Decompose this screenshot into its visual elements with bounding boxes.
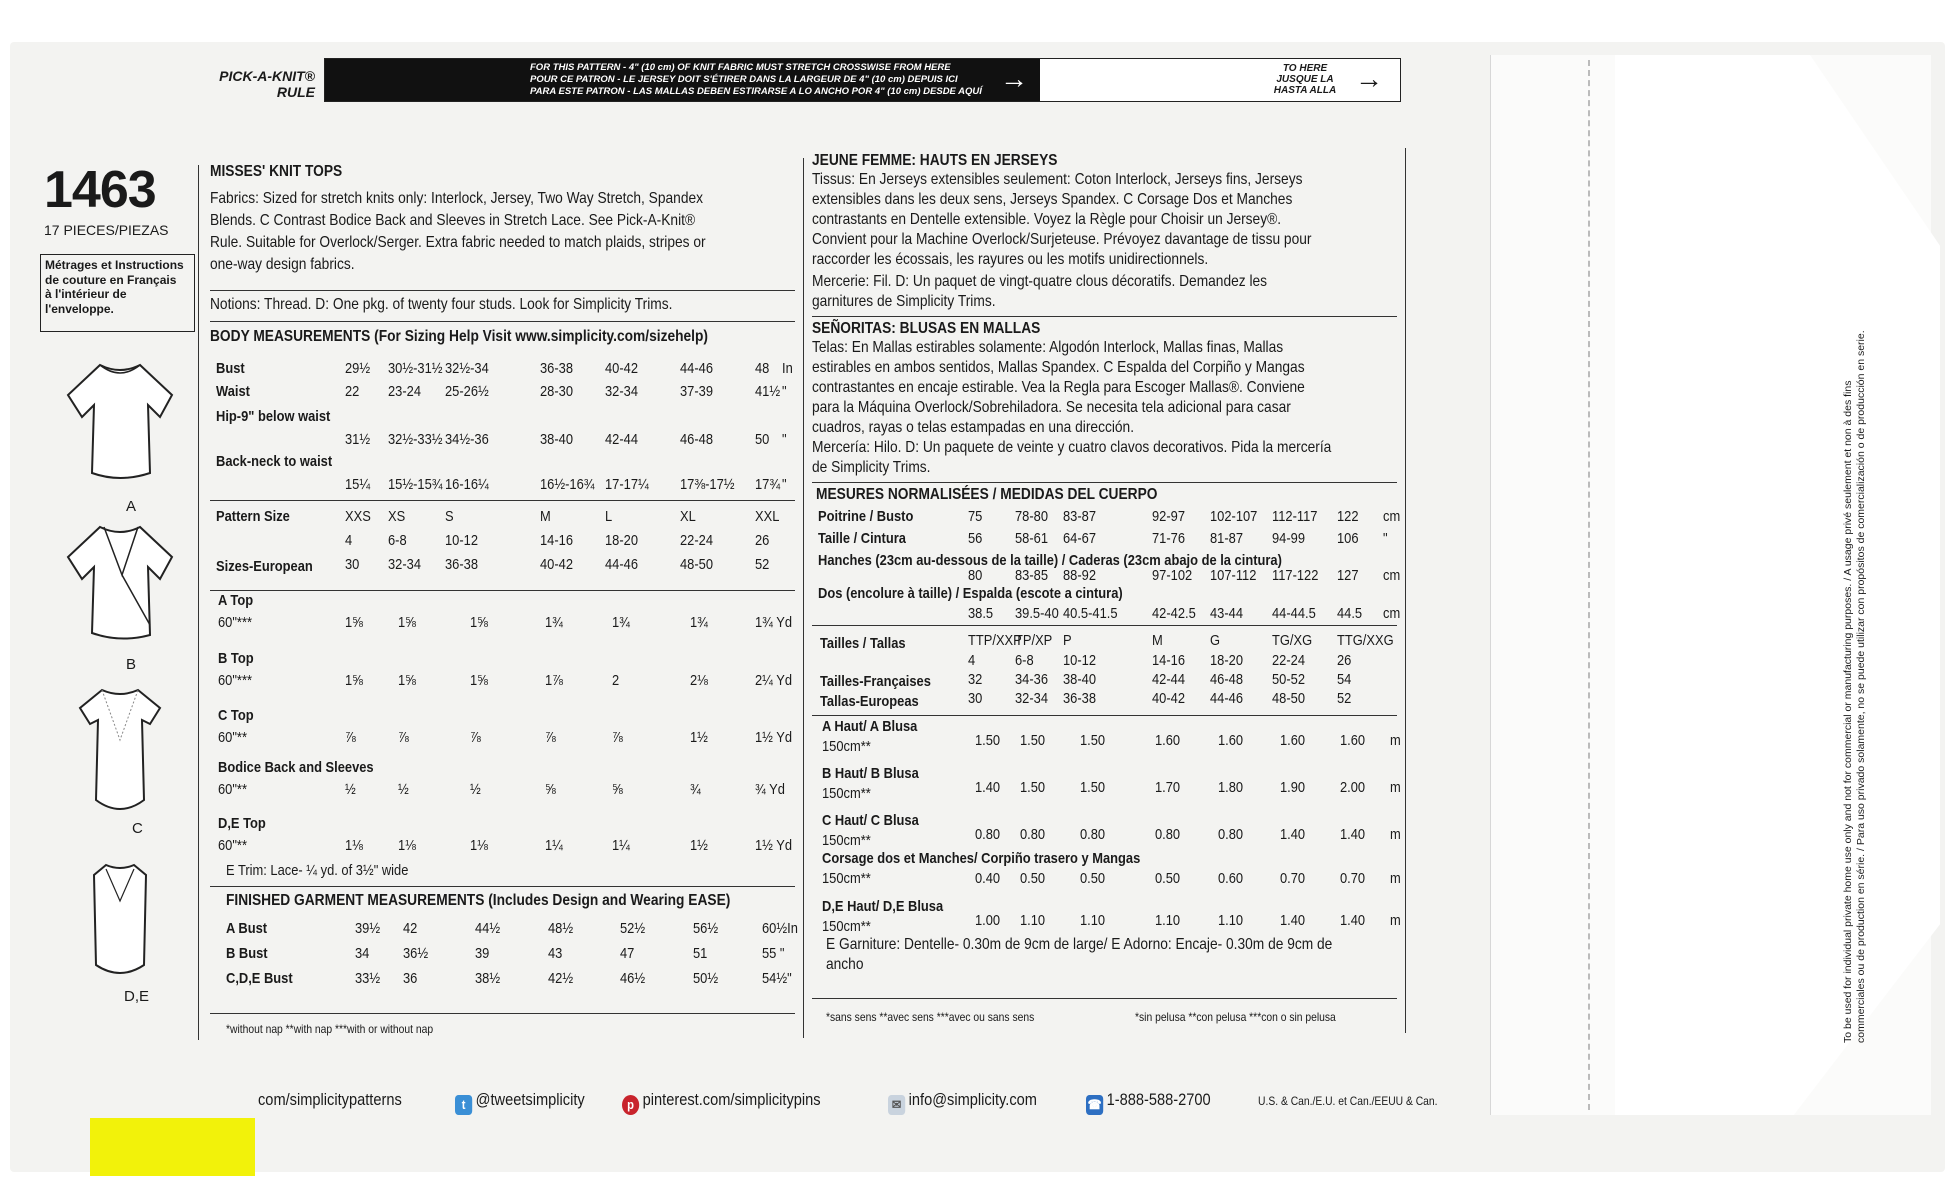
yardage-cell: ⅞ — [545, 729, 556, 746]
spanish-title: SEÑORITAS: BLUSAS EN MALLAS — [812, 320, 1041, 337]
mesures-cell: 58-61 — [1015, 530, 1049, 547]
footer-phone[interactable]: ☎ 1-888-588-2700 — [1086, 1090, 1211, 1115]
yardage-cell: 1⅝ — [470, 672, 488, 689]
to-here-label: TO HERE JUSQUE LA HASTA ALLA — [1273, 63, 1337, 96]
mesures-cell: 122 — [1337, 508, 1359, 525]
mesures-cell: 39.5-40 — [1015, 605, 1059, 622]
body-cell: 32½-34 — [445, 360, 489, 377]
metrage-unit: m — [1390, 826, 1401, 843]
mesures-unit: " — [1383, 530, 1388, 547]
yardage-cell: 2 — [612, 672, 620, 689]
tailles-us-cell: 4 — [968, 652, 976, 669]
metrage-cell: 1.70 — [1155, 779, 1181, 796]
tailles-cell: M — [1152, 632, 1163, 649]
french-footnote: *sans sens **avec sens ***avec ou sans sens — [826, 1010, 1035, 1024]
tailles-cell: TP/XP — [1015, 632, 1053, 649]
mesures-cell: 40.5-41.5 — [1063, 605, 1118, 622]
mesures-cell: 78-80 — [1015, 508, 1049, 525]
finished-cell: 50½ — [693, 970, 719, 987]
euro-size-label: Sizes-European — [216, 558, 313, 575]
finished-cell: 48½ — [548, 920, 574, 937]
pattern-number: 1463 — [44, 161, 156, 219]
trim-line: E Trim: Lace- ¼ yd. of 3½" wide — [226, 862, 409, 879]
yardage-cell: 1⅛ — [345, 837, 363, 854]
tailles-fr-cell: 38-40 — [1063, 671, 1097, 688]
tallas-eu-cell: 48-50 — [1272, 690, 1306, 707]
view-label-a: A — [126, 498, 137, 515]
pick-a-knit-black-band — [325, 59, 1040, 101]
yardage-width: 60"*** — [218, 672, 252, 689]
tailles-fr-cell: 46-48 — [1210, 671, 1244, 688]
metrage-view-label: B Haut/ B Blusa — [822, 765, 919, 782]
metrage-width: 150cm** — [822, 738, 871, 755]
spanish-footnote: *sin pelusa **con pelusa ***con o sin pelusa — [1135, 1010, 1336, 1024]
metrage-cell: 0.80 — [975, 826, 1001, 843]
yardage-cell: 1¾ Yd — [755, 614, 793, 631]
euro-size-cell: 44-46 — [605, 556, 639, 573]
mesures-unit: cm — [1383, 567, 1401, 584]
garniture-text: E Garniture: Dentelle- 0.30m de 9cm de large/ E Adorno: Encaje- 0.30m de 9cm de ancho — [826, 936, 1333, 973]
tailles-label: Tailles / Tallas — [820, 635, 906, 652]
size-cell: XXL — [755, 508, 780, 525]
mesures-row-label: Poitrine / Busto — [818, 508, 914, 525]
finished-row-label: C,D,E Bust — [226, 970, 293, 987]
metrage-cell: 0.60 — [1218, 870, 1244, 887]
mesures-row-label: Dos (encolure à taille) / Espalda (escote a cintura) — [818, 585, 1123, 602]
mesures-cell: 80 — [968, 567, 983, 584]
yardage-view-label: C Top — [218, 707, 254, 724]
pattern-size-label: Pattern Size — [216, 508, 290, 525]
finished-cell: 56½ — [693, 920, 719, 937]
body-cell: 40-42 — [605, 360, 639, 377]
envelope-icon: ✉ — [888, 1095, 905, 1115]
french-instructions-box: Métrages et Instructions de couture en Français à l'intérieur de l'enveloppe. — [40, 254, 195, 332]
euro-size-cell: 36-38 — [445, 556, 479, 573]
size-cell: XS — [388, 508, 406, 525]
size-cell: S — [445, 508, 454, 525]
body-cell: 48 — [755, 360, 770, 377]
mesures-cell: 117-122 — [1272, 567, 1319, 584]
pick-a-knit-label: PICK-A-KNIT® RULE — [219, 68, 315, 100]
body-cell: 17¾ — [755, 476, 781, 493]
yardage-view-label: A Top — [218, 592, 254, 609]
metrage-cell: 1.90 — [1280, 779, 1306, 796]
mesures-row-label: Taille / Cintura — [818, 530, 906, 547]
metrage-cell: 0.50 — [1155, 870, 1181, 887]
body-row-label: Bust — [216, 360, 245, 377]
tailles-fr-cell: 34-36 — [1015, 671, 1049, 688]
metrage-cell: 0.50 — [1020, 870, 1046, 887]
arrow-right-icon: → — [1355, 63, 1383, 94]
mesures-cell: 71-76 — [1152, 530, 1186, 547]
metrage-unit: m — [1390, 779, 1401, 796]
metrage-cell: 1.60 — [1218, 732, 1244, 749]
metrage-cell: 1.50 — [1080, 779, 1106, 796]
body-unit: " — [782, 383, 787, 400]
yardage-cell: ½ — [470, 781, 481, 798]
finished-cell: 43 — [548, 945, 563, 962]
view-label-c: C — [132, 820, 143, 837]
yardage-cell: ½ — [398, 781, 409, 798]
footer-patterns[interactable]: com/simplicitypatterns — [258, 1090, 402, 1109]
footer-email[interactable]: ✉ info@simplicity.com — [888, 1090, 1037, 1115]
euro-size-cell: 32-34 — [388, 556, 422, 573]
body-unit: " — [782, 431, 787, 448]
metrage-cell: 0.40 — [975, 870, 1001, 887]
view-label-b: B — [126, 656, 137, 673]
yardage-cell: 1⅝ — [470, 614, 488, 631]
finished-cell: 44½ — [475, 920, 501, 937]
yardage-cell: 1⅞ — [545, 672, 563, 689]
tailles-fr-cell: 32 — [968, 671, 983, 688]
yardage-width: 60"** — [218, 729, 247, 746]
yardage-cell: ½ — [345, 781, 356, 798]
finished-cell: 47 — [620, 945, 635, 962]
body-cell: 29½ — [345, 360, 371, 377]
tallas-eu-cell: 32-34 — [1015, 690, 1049, 707]
finished-cell: 42½ — [548, 970, 574, 987]
metrage-cell: 1.00 — [975, 912, 1001, 929]
metrage-cell: 0.70 — [1340, 870, 1366, 887]
size-cell: M — [540, 508, 551, 525]
footer-twitter[interactable]: t @tweetsimplicity — [455, 1090, 585, 1115]
phone-icon: ☎ — [1086, 1095, 1103, 1115]
tailles-fr-cell: 50-52 — [1272, 671, 1306, 688]
mesures-unit: cm — [1383, 508, 1401, 525]
mesures-heading: MESURES NORMALISÉES / MEDIDAS DEL CUERPO — [816, 486, 1158, 503]
metrage-width: 150cm** — [822, 785, 871, 802]
finished-measurements-heading: FINISHED GARMENT MEASUREMENTS (Includes Design and Wearing EASE) — [226, 892, 731, 909]
tailles-fr-label: Tailles-Françaises — [820, 673, 931, 690]
finished-row-label: A Bust — [226, 920, 268, 937]
yardage-cell: 2¼ Yd — [755, 672, 793, 689]
pak-line-1: FOR THIS PATTERN - 4" (10 cm) OF KNIT FABRIC MUST STRETCH CROSSWISE FROM HERE — [530, 62, 951, 73]
yardage-cell: 1½ — [690, 837, 708, 854]
mesures-cell: 127 — [1337, 567, 1359, 584]
fabrics-paragraph: Fabrics: Sized for stretch knits only: Interlock, Jersey, Two Way Stretch, Spandex Blends. C Contrast Bodice Back and Sleeves in Stretch Lace. See Pick-A-Knit® Rule. Suitable for Overlock/Serger. Extra fabric needed to match plaids, stripes or one-way design fabrics. — [210, 190, 706, 273]
metrage-cell: 2.00 — [1340, 779, 1366, 796]
body-cell: 50 — [755, 431, 770, 448]
fold-line — [1588, 60, 1590, 1110]
mesures-cell: 83-85 — [1015, 567, 1049, 584]
column-divider — [803, 158, 804, 1038]
metrage-cell: 1.40 — [1280, 826, 1306, 843]
size-cell: XL — [680, 508, 696, 525]
mesures-cell: 56 — [968, 530, 983, 547]
metrage-cell: 1.60 — [1280, 732, 1306, 749]
body-cell: 38-40 — [540, 431, 574, 448]
finished-cell: 42 — [403, 920, 418, 937]
metrage-view-label: C Haut/ C Blusa — [822, 812, 919, 829]
euro-size-cell: 40-42 — [540, 556, 574, 573]
tallas-eu-label: Tallas-Europeas — [820, 693, 919, 710]
metrage-cell: 1.10 — [1155, 912, 1181, 929]
finished-cell: 39½ — [355, 920, 381, 937]
tallas-eu-cell: 52 — [1337, 690, 1352, 707]
metrage-cell: 1.60 — [1155, 732, 1181, 749]
mesures-cell: 44.5 — [1337, 605, 1363, 622]
body-cell: 42-44 — [605, 431, 639, 448]
yardage-cell: 1½ — [690, 729, 708, 746]
body-cell: 32½-33½ — [388, 431, 443, 448]
tailles-fr-cell: 42-44 — [1152, 671, 1186, 688]
metrage-width: 150cm** — [822, 870, 871, 887]
tallas-eu-cell: 44-46 — [1210, 690, 1244, 707]
finished-cell: 54½" — [762, 970, 792, 987]
yardage-view-label: B Top — [218, 650, 254, 667]
yardage-cell: 1⅝ — [345, 614, 363, 631]
pieces-count: 17 PIECES/PIEZAS — [44, 222, 169, 238]
pinterest-icon: p — [622, 1095, 639, 1115]
mesures-row-label: Hanches (23cm au-dessous de la taille) / Caderas (23cm abajo de la cintura) — [818, 552, 1282, 569]
body-cell: 15½-15¾ — [388, 476, 443, 493]
body-cell: 25-26½ — [445, 383, 489, 400]
yardage-cell: 1½ Yd — [755, 729, 793, 746]
us-size-cell: 18-20 — [605, 532, 639, 549]
view-label-de: D,E — [124, 988, 150, 1005]
yardage-cell: ⅞ — [398, 729, 409, 746]
body-measurements-heading: BODY MEASUREMENTS (For Sizing Help Visit www.simplicity.com/sizehelp) — [210, 328, 708, 345]
mesures-cell: 92-97 — [1152, 508, 1186, 525]
metrage-view-label: Corsage dos et Manches/ Corpiño trasero y Mangas — [822, 850, 1141, 867]
yardage-cell: ⅝ — [612, 781, 623, 798]
body-cell: 46-48 — [680, 431, 714, 448]
column-divider — [1405, 148, 1406, 1033]
metrage-cell: 0.70 — [1280, 870, 1306, 887]
body-cell: 31½ — [345, 431, 371, 448]
body-cell: 16-16¼ — [445, 476, 489, 493]
yardage-cell: 1⅝ — [398, 614, 416, 631]
metrage-cell: 1.40 — [975, 779, 1001, 796]
body-cell: 23-24 — [388, 383, 422, 400]
metrage-cell: 1.10 — [1080, 912, 1106, 929]
body-row-label: Hip-9" below waist — [216, 408, 331, 425]
mesures-cell: 107-112 — [1210, 567, 1257, 584]
size-cell: XXS — [345, 508, 371, 525]
body-cell: 22 — [345, 383, 360, 400]
finished-cell: 38½ — [475, 970, 501, 987]
metrage-cell: 1.10 — [1218, 912, 1244, 929]
yardage-view-label: D,E Top — [218, 815, 266, 832]
finished-cell: 39 — [475, 945, 490, 962]
yardage-cell: 1⅝ — [398, 672, 416, 689]
mesures-cell: 43-44 — [1210, 605, 1244, 622]
mesures-cell: 44-44.5 — [1272, 605, 1316, 622]
mesures-unit: cm — [1383, 605, 1401, 622]
mesures-cell: 81-87 — [1210, 530, 1244, 547]
metrage-width: 150cm** — [822, 918, 871, 935]
yardage-cell: 1¾ — [612, 614, 630, 631]
mesures-cell: 88-92 — [1063, 567, 1097, 584]
finished-cell: 60½In — [762, 920, 798, 937]
euro-size-cell: 48-50 — [680, 556, 714, 573]
metrage-cell: 1.10 — [1020, 912, 1046, 929]
pick-a-knit-rule — [324, 58, 1401, 102]
body-cell: 28-30 — [540, 383, 574, 400]
body-cell: 30½-31½ — [388, 360, 443, 377]
finished-cell: 55 " — [762, 945, 785, 962]
tailles-cell: TTP/XXP — [968, 632, 1022, 649]
french-mercerie: Mercerie: Fil. D: Un paquet de vingt-quatre clous décoratifs. Demandez les garnitures de Simplicity Trims. — [812, 273, 1268, 310]
tallas-eu-cell: 40-42 — [1152, 690, 1186, 707]
mesures-cell: 83-87 — [1063, 508, 1097, 525]
metrage-view-label: D,E Haut/ D,E Blusa — [822, 898, 944, 915]
mesures-cell: 97-102 — [1152, 567, 1193, 584]
metrage-cell: 0.80 — [1155, 826, 1181, 843]
metrage-cell: 0.50 — [1080, 870, 1106, 887]
spanish-telas: Telas: En Mallas estirables solamente: Algodón Interlock, Mallas finas, Mallas estirables en ambos sentidos, Mallas Spandex. C Espalda del Corpiño y Mangas contrastantes en encaje estirable. Vea la Regla para Escoger Mallas®. Conviene para la Máquina Overlock/Sobrehiladora. Se necesita tela adicional para casar cuadros, rayas o telas estampadas en una dirección. — [812, 339, 1305, 436]
yardage-view-label: Bodice Back and Sleeves — [218, 759, 374, 776]
finished-cell: 52½ — [620, 920, 646, 937]
arrow-right-icon: → — [1000, 63, 1028, 94]
tailles-us-cell: 10-12 — [1063, 652, 1097, 669]
body-row-label: Back-neck to waist — [216, 453, 333, 470]
yardage-cell: 2⅛ — [690, 672, 708, 689]
view-a-sketch — [60, 355, 180, 495]
yardage-width: 60"** — [218, 781, 247, 798]
footer-region: U.S. & Can./E.U. et Can./EEUU & Can. — [1258, 1094, 1438, 1108]
yardage-cell: 1½ Yd — [755, 837, 793, 854]
us-size-cell: 6-8 — [388, 532, 407, 549]
tailles-us-cell: 6-8 — [1015, 652, 1034, 669]
finished-cell: 46½ — [620, 970, 646, 987]
body-cell: 17⅜-17½ — [680, 476, 735, 493]
french-title: JEUNE FEMME: HAUTS EN JERSEYS — [812, 152, 1058, 169]
finished-cell: 36 — [403, 970, 418, 987]
tallas-eu-cell: 36-38 — [1063, 690, 1097, 707]
metrage-cell: 1.50 — [1020, 732, 1046, 749]
metrage-cell: 1.50 — [1080, 732, 1106, 749]
tailles-cell: G — [1210, 632, 1221, 649]
tailles-us-cell: 26 — [1337, 652, 1352, 669]
metrage-unit: m — [1390, 732, 1401, 749]
yardage-cell: ¾ — [690, 781, 701, 798]
mesures-cell: 38.5 — [968, 605, 994, 622]
euro-size-cell: 52 — [755, 556, 770, 573]
yardage-cell: 1⅝ — [345, 672, 363, 689]
metrage-cell: 1.60 — [1340, 732, 1366, 749]
body-cell: 15¼ — [345, 476, 371, 493]
mesures-cell: 64-67 — [1063, 530, 1097, 547]
finished-cell: 51 — [693, 945, 708, 962]
yellow-sticker — [90, 1118, 255, 1176]
mesures-cell: 106 — [1337, 530, 1359, 547]
us-size-cell: 10-12 — [445, 532, 479, 549]
finished-cell: 33½ — [355, 970, 381, 987]
mesures-cell: 75 — [968, 508, 983, 525]
yardage-cell: 1¾ — [545, 614, 563, 631]
metrage-cell: 0.80 — [1080, 826, 1106, 843]
metrage-cell: 0.80 — [1218, 826, 1244, 843]
yardage-cell: ¾ Yd — [755, 781, 785, 798]
body-cell: 44-46 — [680, 360, 714, 377]
mesures-cell: 102-107 — [1210, 508, 1258, 525]
metrage-cell: 1.50 — [975, 732, 1001, 749]
tailles-us-cell: 18-20 — [1210, 652, 1244, 669]
body-unit: " — [782, 476, 787, 493]
yardage-cell: 1⅛ — [470, 837, 488, 854]
view-b-sketch — [60, 515, 180, 655]
yardage-cell: ⅞ — [345, 729, 356, 746]
yardage-cell: ⅞ — [612, 729, 623, 746]
mesures-cell: 94-99 — [1272, 530, 1306, 547]
body-cell: 32-34 — [605, 383, 639, 400]
view-c-sketch — [70, 680, 170, 825]
tallas-eu-cell: 30 — [968, 690, 983, 707]
metrage-view-label: A Haut/ A Blusa — [822, 718, 918, 735]
us-size-cell: 4 — [345, 532, 353, 549]
mesures-cell: 42-42.5 — [1152, 605, 1196, 622]
body-cell: 37-39 — [680, 383, 714, 400]
us-size-cell: 22-24 — [680, 532, 714, 549]
yardage-cell: 1¼ — [612, 837, 630, 854]
notions-line: Notions: Thread. D: One pkg. of twenty four studs. Look for Simplicity Trims. — [210, 296, 673, 313]
body-cell: 34½-36 — [445, 431, 489, 448]
yardage-cell: 1⅛ — [398, 837, 416, 854]
tailles-cell: P — [1063, 632, 1072, 649]
metrage-cell: 1.40 — [1340, 912, 1366, 929]
english-title: MISSES' KNIT TOPS — [210, 163, 343, 180]
metrage-unit: m — [1390, 870, 1401, 887]
envelope-flap-inner — [1615, 55, 1940, 1115]
metrage-cell: 1.50 — [1020, 779, 1046, 796]
pak-line-3: PARA ESTE PATRON - LAS MALLAS DEBEN ESTIRARSE A LO ANCHO POR 4" (10 cm) DESDE AQUÍ — [530, 86, 982, 97]
spanish-merceria: Mercería: Hilo. D: Un paquete de veinte y cuatro clavos decorativos. Pida la mercería de Simplicity Trims. — [812, 439, 1332, 476]
view-de-sketch — [70, 855, 170, 985]
metrage-cell: 0.80 — [1020, 826, 1046, 843]
metrage-cell: 1.80 — [1218, 779, 1244, 796]
body-cell: 41½ — [755, 383, 781, 400]
finished-row-label: B Bust — [226, 945, 268, 962]
tailles-cell: TTG/XXG — [1337, 632, 1394, 649]
yardage-cell: ⅝ — [545, 781, 556, 798]
body-cell: 17-17¼ — [605, 476, 649, 493]
french-tissus: Tissus: En Jerseys extensibles seulement: Coton Interlock, Jerseys fins, Jerseys extensibles dans les deux sens, Jerseys Spandex. C Corsage Dos et Manches contrastants en Dentelle extensible. Voyez la Règle pour Choisir un Jersey®. Convient pour la Machine Overlock/Surjeteuse. Prévoyez davantage de tissu pour raccorder les écossais, les rayures ou les motifs unidirectionnels. — [812, 171, 1312, 268]
tailles-cell: TG/XG — [1272, 632, 1313, 649]
body-row-label: Waist — [216, 383, 250, 400]
tailles-us-cell: 14-16 — [1152, 652, 1186, 669]
tailles-fr-cell: 54 — [1337, 671, 1352, 688]
finished-cell: 36½ — [403, 945, 429, 962]
euro-size-cell: 30 — [345, 556, 360, 573]
yardage-cell: ⅞ — [470, 729, 481, 746]
yardage-cell: 1¼ — [545, 837, 563, 854]
metrage-cell: 1.40 — [1340, 826, 1366, 843]
footer-pinterest[interactable]: p pinterest.com/simplicitypins — [622, 1090, 821, 1115]
twitter-icon: t — [455, 1095, 472, 1115]
body-unit: In — [782, 360, 793, 377]
yardage-width: 60"*** — [218, 614, 252, 631]
english-footnote: *without nap **with nap ***with or without nap — [226, 1022, 434, 1036]
metrage-cell: 1.40 — [1280, 912, 1306, 929]
body-cell: 36-38 — [540, 360, 574, 377]
finished-cell: 34 — [355, 945, 370, 962]
size-cell: L — [605, 508, 613, 525]
tailles-us-cell: 22-24 — [1272, 652, 1306, 669]
pak-line-2: POUR CE PATRON - LE JERSEY DOIT S'ÉTIRER DANS LA LARGEUR DE 4" (10 cm) DEPUIS ICI — [530, 74, 958, 85]
mesures-cell: 112-117 — [1272, 508, 1318, 525]
us-size-cell: 14-16 — [540, 532, 574, 549]
us-size-cell: 26 — [755, 532, 770, 549]
metrage-unit: m — [1390, 912, 1401, 929]
yardage-cell: 1¾ — [690, 614, 708, 631]
metrage-width: 150cm** — [822, 832, 871, 849]
column-divider — [198, 165, 199, 1040]
private-use-note: To be used for individual private home use only and not for commercial or manufacturing purposes. / A usage privé seulement et non à des fins commerciales ou de production en série. / Para uso privado solamente, no se puede utilizar con propósitos de comercialización o de producción en serie. — [1842, 330, 1867, 1043]
yardage-width: 60"** — [218, 837, 247, 854]
body-cell: 16½-16¾ — [540, 476, 595, 493]
